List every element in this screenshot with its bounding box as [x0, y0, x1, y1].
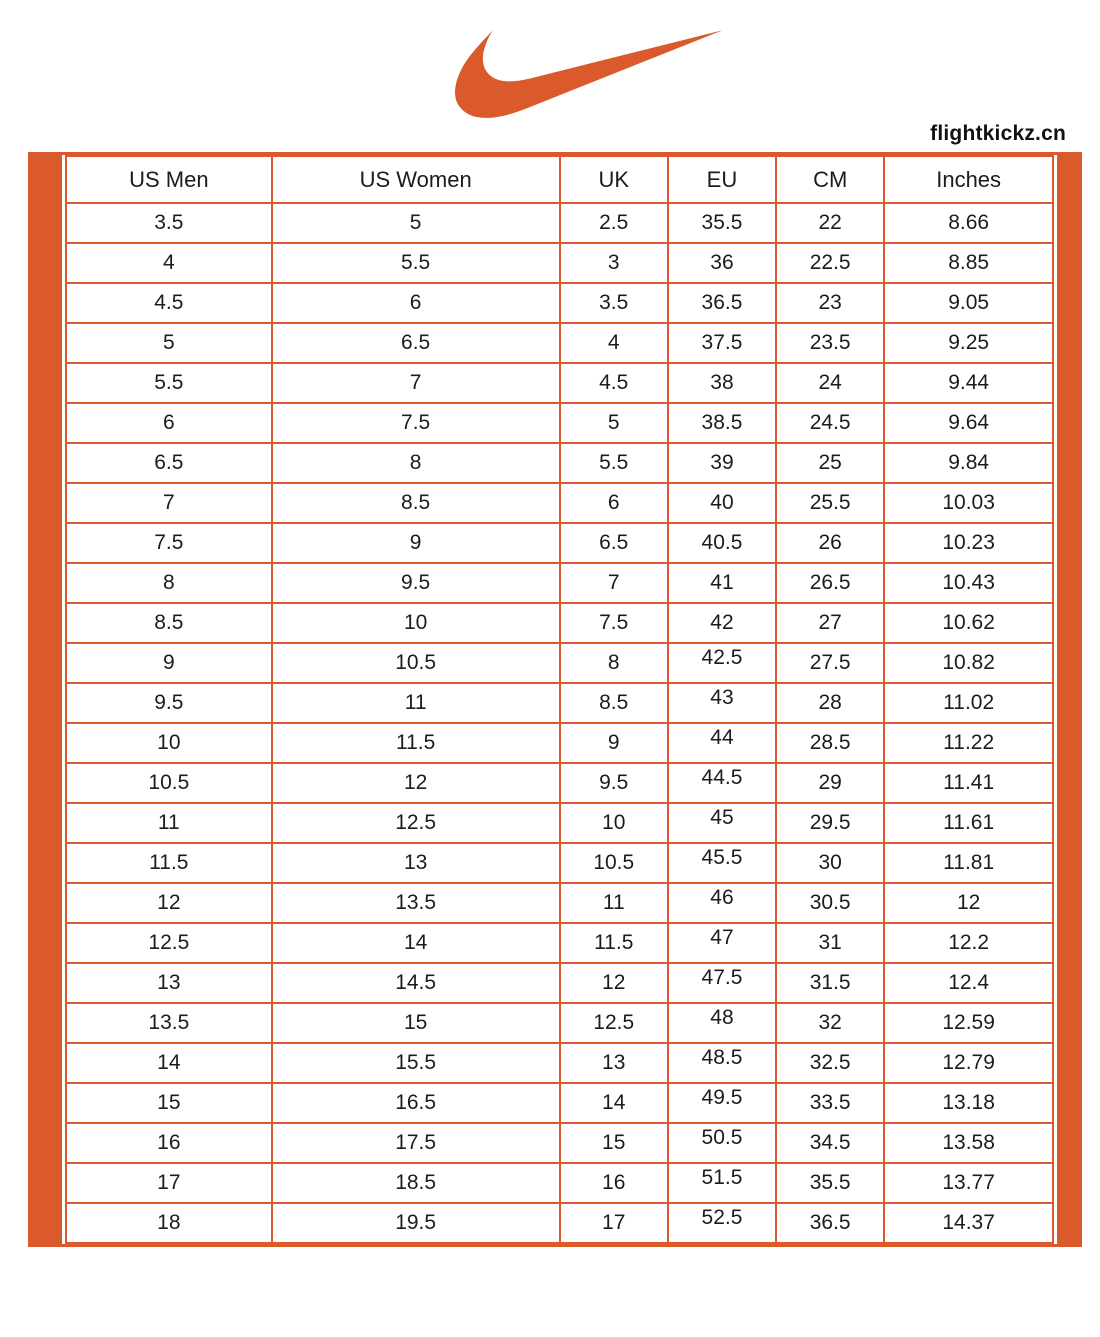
size-cell: 23.5 — [776, 323, 884, 363]
table-row — [66, 523, 1053, 563]
size-cell: 13.58 — [884, 1123, 1053, 1163]
size-cell: 5 — [272, 203, 560, 243]
table-row — [66, 1003, 1053, 1043]
size-cell: 10.43 — [884, 563, 1053, 603]
size-cell: 16.5 — [272, 1083, 560, 1123]
size-cell: 36 — [668, 243, 776, 283]
size-cell: 38 — [668, 363, 776, 403]
logo-row — [0, 0, 1100, 122]
header-row — [66, 156, 1053, 203]
size-cell: 12.4 — [884, 963, 1053, 1003]
size-cell: 22 — [776, 203, 884, 243]
size-cell: 6.5 — [66, 443, 272, 483]
size-cell: 4.5 — [560, 363, 668, 403]
size-cell: 22.5 — [776, 243, 884, 283]
table-row — [66, 443, 1053, 483]
column-header-inches: Inches — [884, 156, 1053, 203]
size-cell: 6.5 — [272, 323, 560, 363]
size-cell: 39 — [668, 443, 776, 483]
size-cell: 41 — [668, 563, 776, 603]
size-cell: 45.5 — [668, 843, 776, 883]
size-cell: 15 — [560, 1123, 668, 1163]
size-cell: 10 — [272, 603, 560, 643]
size-cell: 11.5 — [272, 723, 560, 763]
size-cell: 50.5 — [668, 1123, 776, 1163]
size-cell: 48.5 — [668, 1043, 776, 1083]
size-cell: 40 — [668, 483, 776, 523]
table-row — [66, 603, 1053, 643]
size-cell: 5 — [66, 323, 272, 363]
size-cell: 24 — [776, 363, 884, 403]
size-cell: 9.05 — [884, 283, 1053, 323]
size-cell: 12 — [560, 963, 668, 1003]
size-cell: 12.5 — [66, 923, 272, 963]
size-cell: 12 — [272, 763, 560, 803]
table-row — [66, 1043, 1053, 1083]
size-cell: 28 — [776, 683, 884, 723]
size-cell: 33.5 — [776, 1083, 884, 1123]
size-cell: 17 — [66, 1163, 272, 1203]
size-cell: 11 — [272, 683, 560, 723]
size-cell: 12.79 — [884, 1043, 1053, 1083]
size-cell: 35.5 — [776, 1163, 884, 1203]
size-cell: 26.5 — [776, 563, 884, 603]
size-cell: 44.5 — [668, 763, 776, 803]
size-cell: 48 — [668, 1003, 776, 1043]
size-cell: 32.5 — [776, 1043, 884, 1083]
size-cell: 42.5 — [668, 643, 776, 683]
size-cell: 23 — [776, 283, 884, 323]
size-cell: 31.5 — [776, 963, 884, 1003]
size-cell: 16 — [560, 1163, 668, 1203]
size-cell: 9 — [272, 523, 560, 563]
size-cell: 35.5 — [668, 203, 776, 243]
size-cell: 12 — [884, 883, 1053, 923]
table-row — [66, 1163, 1053, 1203]
size-cell: 13.77 — [884, 1163, 1053, 1203]
size-cell: 12.59 — [884, 1003, 1053, 1043]
size-cell: 4 — [66, 243, 272, 283]
column-header-us-men: US Men — [66, 156, 272, 203]
nike-swoosh-icon — [455, 28, 723, 120]
size-cell: 12.5 — [560, 1003, 668, 1043]
size-cell: 12 — [66, 883, 272, 923]
size-cell: 10.03 — [884, 483, 1053, 523]
size-cell: 24.5 — [776, 403, 884, 443]
size-cell: 29.5 — [776, 803, 884, 843]
size-cell: 15 — [272, 1003, 560, 1043]
size-cell: 4 — [560, 323, 668, 363]
size-cell: 29 — [776, 763, 884, 803]
size-cell: 3 — [560, 243, 668, 283]
table-row — [66, 563, 1053, 603]
table-row — [66, 243, 1053, 283]
size-cell: 14 — [272, 923, 560, 963]
size-cell: 12.5 — [272, 803, 560, 843]
size-cell: 6 — [66, 403, 272, 443]
size-cell: 27.5 — [776, 643, 884, 683]
size-cell: 13 — [272, 843, 560, 883]
watermark-site-label: flightkickz.cn — [930, 122, 1066, 145]
size-cell: 7.5 — [272, 403, 560, 443]
size-cell: 36.5 — [776, 1203, 884, 1243]
table-row — [66, 763, 1053, 803]
table-row — [66, 403, 1053, 443]
size-chart-frame — [28, 152, 1082, 1247]
size-cell: 9 — [560, 723, 668, 763]
size-cell: 11.22 — [884, 723, 1053, 763]
size-cell: 8.5 — [560, 683, 668, 723]
size-cell: 11.02 — [884, 683, 1053, 723]
size-cell: 30 — [776, 843, 884, 883]
size-cell: 8 — [272, 443, 560, 483]
size-cell: 10.62 — [884, 603, 1053, 643]
size-cell: 46 — [668, 883, 776, 923]
size-cell: 3.5 — [560, 283, 668, 323]
size-cell: 11.81 — [884, 843, 1053, 883]
size-cell: 14 — [560, 1083, 668, 1123]
table-row — [66, 723, 1053, 763]
table-row — [66, 1203, 1053, 1243]
size-cell: 31 — [776, 923, 884, 963]
size-cell: 10.5 — [272, 643, 560, 683]
size-cell: 9.5 — [272, 563, 560, 603]
table-row — [66, 323, 1053, 363]
table-row — [66, 923, 1053, 963]
size-cell: 14.5 — [272, 963, 560, 1003]
size-cell: 17 — [560, 1203, 668, 1243]
size-cell: 10.5 — [560, 843, 668, 883]
size-cell: 13.5 — [66, 1003, 272, 1043]
size-cell: 9.84 — [884, 443, 1053, 483]
size-cell: 7.5 — [66, 523, 272, 563]
size-cell: 52.5 — [668, 1203, 776, 1243]
size-cell: 9.64 — [884, 403, 1053, 443]
size-cell: 18.5 — [272, 1163, 560, 1203]
size-cell: 5 — [560, 403, 668, 443]
size-cell: 10 — [66, 723, 272, 763]
table-row — [66, 963, 1053, 1003]
table-row — [66, 803, 1053, 843]
size-cell: 25 — [776, 443, 884, 483]
size-cell: 7 — [272, 363, 560, 403]
table-body — [66, 203, 1053, 1243]
size-cell: 47.5 — [668, 963, 776, 1003]
table-row — [66, 1123, 1053, 1163]
size-cell: 17.5 — [272, 1123, 560, 1163]
size-cell: 11.41 — [884, 763, 1053, 803]
size-cell: 30.5 — [776, 883, 884, 923]
size-cell: 45 — [668, 803, 776, 843]
size-cell: 34.5 — [776, 1123, 884, 1163]
table-row — [66, 883, 1053, 923]
size-cell: 5.5 — [66, 363, 272, 403]
size-cell: 11.61 — [884, 803, 1053, 843]
size-cell: 37.5 — [668, 323, 776, 363]
column-header-us-women: US Women — [272, 156, 560, 203]
size-cell: 40.5 — [668, 523, 776, 563]
size-cell: 8.5 — [66, 603, 272, 643]
size-cell: 14.37 — [884, 1203, 1053, 1243]
size-cell: 3.5 — [66, 203, 272, 243]
size-cell: 13 — [560, 1043, 668, 1083]
table-row — [66, 1083, 1053, 1123]
table-header — [66, 156, 1053, 203]
size-cell: 27 — [776, 603, 884, 643]
size-cell: 18 — [66, 1203, 272, 1243]
size-cell: 5.5 — [560, 443, 668, 483]
size-cell: 9.25 — [884, 323, 1053, 363]
column-header-cm: CM — [776, 156, 884, 203]
size-cell: 11 — [560, 883, 668, 923]
size-cell: 2.5 — [560, 203, 668, 243]
size-cell: 7 — [560, 563, 668, 603]
size-cell: 9.44 — [884, 363, 1053, 403]
size-cell: 49.5 — [668, 1083, 776, 1123]
size-cell: 10.5 — [66, 763, 272, 803]
size-cell: 7.5 — [560, 603, 668, 643]
size-cell: 10 — [560, 803, 668, 843]
size-cell: 8.66 — [884, 203, 1053, 243]
size-cell: 8.85 — [884, 243, 1053, 283]
size-cell: 11.5 — [560, 923, 668, 963]
size-cell: 13.18 — [884, 1083, 1053, 1123]
size-cell: 13 — [66, 963, 272, 1003]
size-cell: 9.5 — [66, 683, 272, 723]
size-chart-table — [65, 155, 1054, 1244]
size-cell: 15 — [66, 1083, 272, 1123]
size-cell: 42 — [668, 603, 776, 643]
size-cell: 28.5 — [776, 723, 884, 763]
table-row — [66, 683, 1053, 723]
size-cell: 11 — [66, 803, 272, 843]
size-cell: 51.5 — [668, 1163, 776, 1203]
size-cell: 12.2 — [884, 923, 1053, 963]
size-cell: 7 — [66, 483, 272, 523]
size-cell: 14 — [66, 1043, 272, 1083]
size-cell: 13.5 — [272, 883, 560, 923]
size-cell: 8.5 — [272, 483, 560, 523]
size-cell: 19.5 — [272, 1203, 560, 1243]
table-row — [66, 203, 1053, 243]
table-row — [66, 643, 1053, 683]
size-cell: 15.5 — [272, 1043, 560, 1083]
table-row — [66, 483, 1053, 523]
size-cell: 26 — [776, 523, 884, 563]
size-cell: 9 — [66, 643, 272, 683]
size-cell: 38.5 — [668, 403, 776, 443]
size-cell: 10.82 — [884, 643, 1053, 683]
size-cell: 32 — [776, 1003, 884, 1043]
size-cell: 4.5 — [66, 283, 272, 323]
right-accent-bar — [1057, 155, 1079, 1244]
table-row — [66, 363, 1053, 403]
size-cell: 6 — [560, 483, 668, 523]
size-cell: 6 — [272, 283, 560, 323]
size-cell: 5.5 — [272, 243, 560, 283]
size-cell: 10.23 — [884, 523, 1053, 563]
size-cell: 16 — [66, 1123, 272, 1163]
size-cell: 43 — [668, 683, 776, 723]
size-cell: 9.5 — [560, 763, 668, 803]
left-accent-bar — [31, 155, 62, 1244]
size-cell: 6.5 — [560, 523, 668, 563]
size-cell: 36.5 — [668, 283, 776, 323]
size-cell: 25.5 — [776, 483, 884, 523]
column-header-uk: UK — [560, 156, 668, 203]
size-cell: 11.5 — [66, 843, 272, 883]
column-header-eu: EU — [668, 156, 776, 203]
size-cell: 8 — [560, 643, 668, 683]
size-cell: 47 — [668, 923, 776, 963]
size-cell: 8 — [66, 563, 272, 603]
size-cell: 44 — [668, 723, 776, 763]
table-row — [66, 283, 1053, 323]
table-row — [66, 843, 1053, 883]
